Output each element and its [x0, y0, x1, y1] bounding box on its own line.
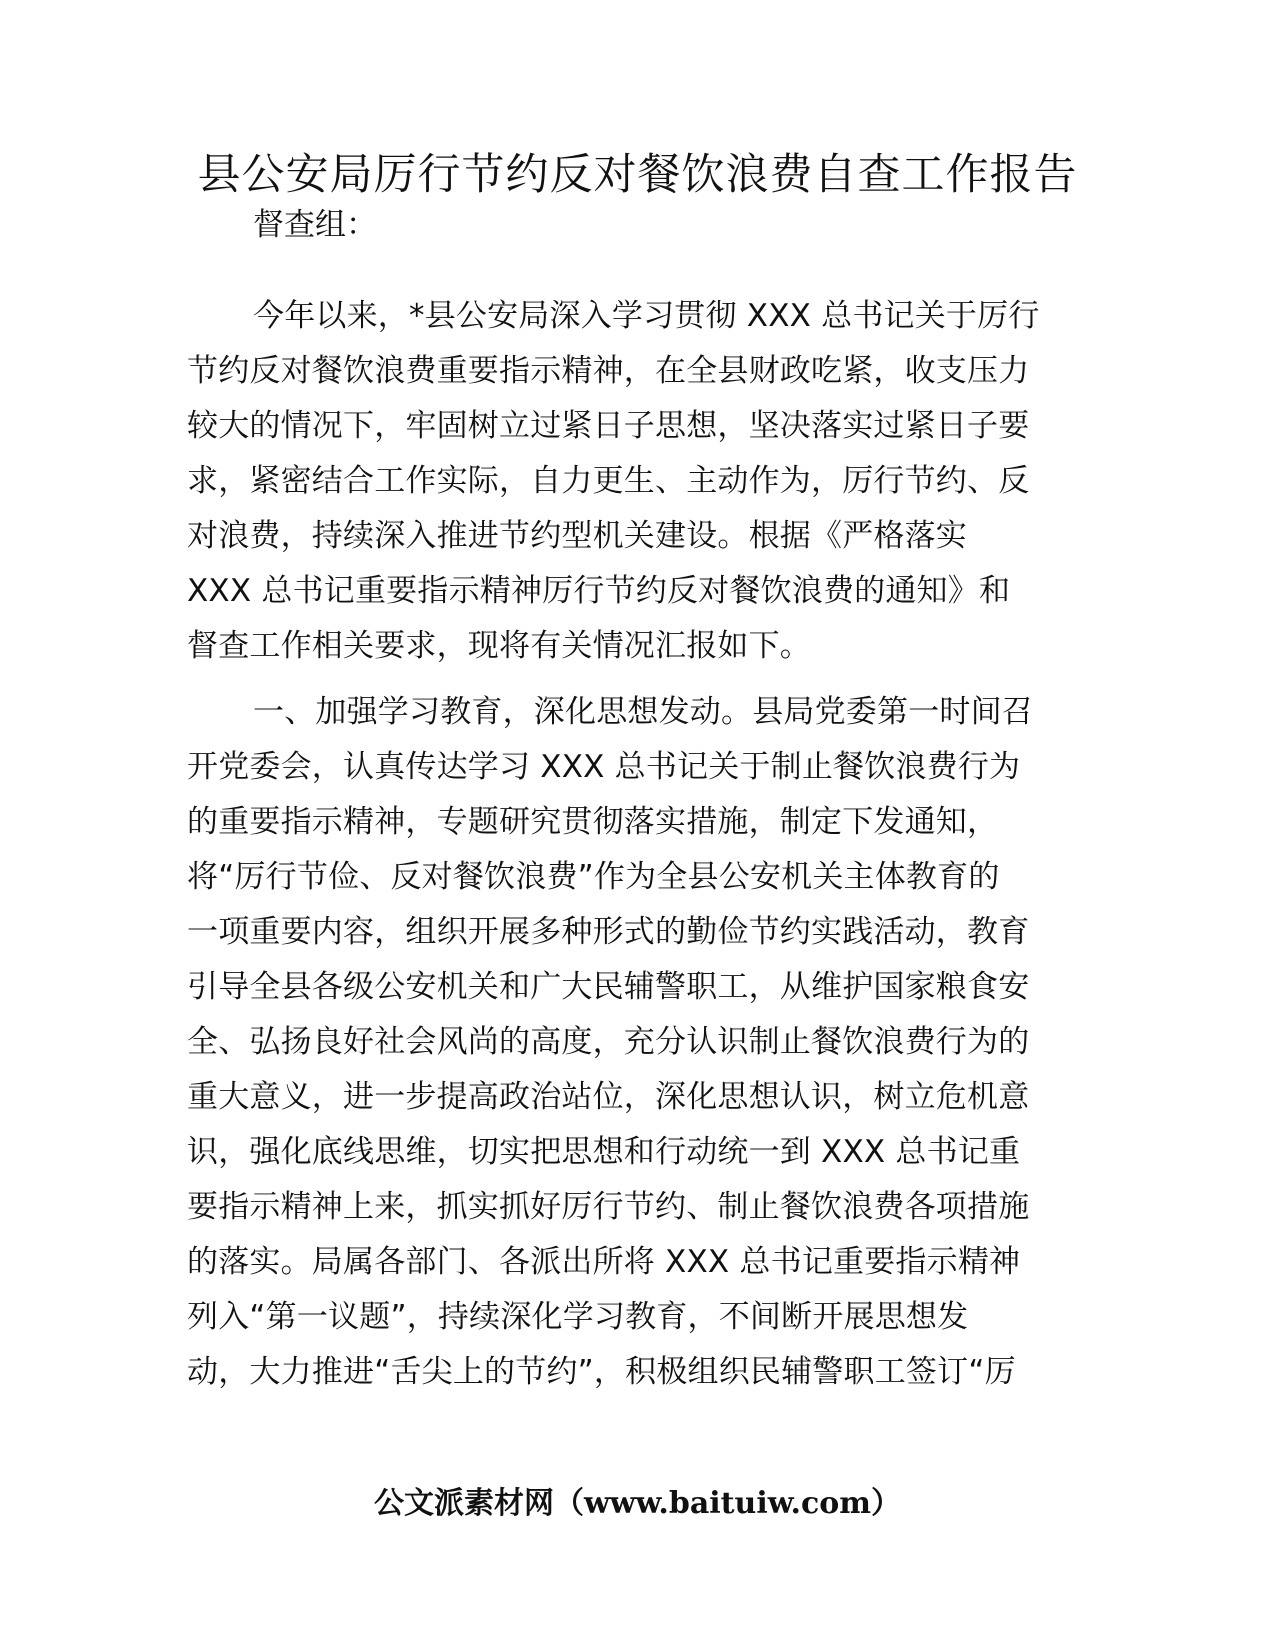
paragraph-line: 督查工作相关要求，现将有关情况汇报如下。	[187, 628, 811, 664]
paragraph-line: 节约反对餐饮浪费重要指示精神，在全县财政吃紧，收支压力	[187, 353, 1030, 389]
paragraph-line: XXX 总书记重要指示精神厉行节约反对餐饮浪费的通知》和	[187, 573, 1011, 609]
paragraph-line: 今年以来，*县公安局深入学习贯彻 XXX 总书记关于厉行	[253, 298, 1040, 334]
paragraph-line: 对浪费，持续深入推进节约型机关建设。根据《严格落实	[187, 518, 967, 554]
salutation: 督查组：	[253, 207, 377, 243]
page-title: 县公安局厉行节约反对餐饮浪费自查工作报告	[197, 150, 1078, 200]
paragraph-line: 动，大力推进“舌尖上的节约”，积极组织民辅警职工签订“厉	[187, 1354, 1016, 1390]
footer-watermark: 公文派素材网（www.baituiw.com）	[373, 1486, 902, 1521]
paragraph-line: 一、加强学习教育，深化思想发动。县局党委第一时间召	[253, 694, 1033, 730]
paragraph-line: 重大意义，进一步提高政治站位，深化思想认识，树立危机意	[187, 1079, 1030, 1115]
paragraph-line: 识，强化底线思维，切实把思想和行动统一到 XXX 总书记重	[187, 1134, 1021, 1170]
paragraph-line: 较大的情况下，牢固树立过紧日子思想，坚决落实过紧日子要	[187, 408, 1030, 444]
paragraph-line: 列入“第一议题”，持续深化学习教育，不间断开展思想发	[187, 1299, 969, 1335]
paragraph-line: 全、弘扬良好社会风尚的高度，充分认识制止餐饮浪费行为的	[187, 1024, 1030, 1060]
paragraph-line: 的落实。局属各部门、各派出所将 XXX 总书记重要指示精神	[187, 1244, 1021, 1280]
paragraph-line: 的重要指示精神，专题研究贯彻落实措施，制定下发通知，	[187, 804, 999, 840]
paragraph-line: 要指示精神上来，抓实抓好厉行节约、制止餐饮浪费各项措施	[187, 1189, 1030, 1225]
paragraph-line: 求，紧密结合工作实际，自力更生、主动作为，厉行节约、反	[187, 463, 1030, 499]
paragraph-line: 开党委会，认真传达学习 XXX 总书记关于制止餐饮浪费行为	[187, 749, 1021, 785]
paragraph-line: 引导全县各级公安机关和广大民辅警职工，从维护国家粮食安	[187, 969, 1030, 1005]
paragraph-line: 将“厉行节俭、反对餐饮浪费”作为全县公安机关主体教育的	[187, 859, 1000, 895]
paragraph-line: 一项重要内容，组织开展多种形式的勤俭节约实践活动，教育	[187, 914, 1030, 950]
